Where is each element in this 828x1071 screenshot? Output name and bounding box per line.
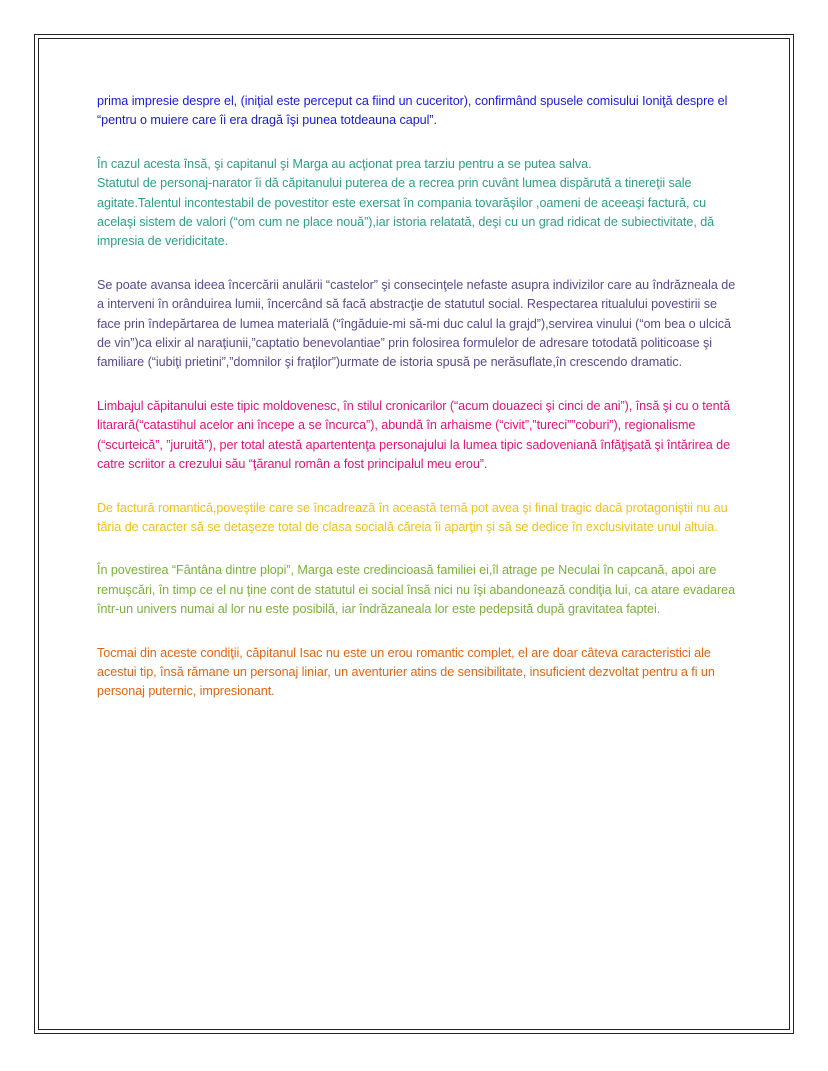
paragraph-romantic-stories: De factură romantică,poveştile care se încadrează în această temă pot avea şi final tragic dacă protagoniştii nu au tăria de caracter să se detaşeze total de clasa socială căreia îi aparţin şi să se dedice în exclusivitate unul altuia. (97, 500, 728, 534)
paragraph-castes-ritual: Se poate avansa ideea încercării anulării “castelor” şi consecinţele nefaste asupra indivizilor care au îndrăzneala de a interveni în orânduirea lumii, încercând să facă abstracţie de statutul social. Respectarea ritualului povestirii se face prin îndepărtarea de lumea materială (“îngăduie-mi să-mi duc calul la grajd”),servirea vinului (“om bea o ulcică de vin”)ca elixir al naraţiunii,”captatio benevolantiae” prin folosirea formulelor de adresare totodată politicoase şi familiare (“iubiţi prietini”,”domnilor şi fraţilor”)urmate de istoria spusă pe nerăsuflate,în crescendo dramatic. (97, 277, 736, 370)
paragraph-language: Limbajul căpitanului este tipic moldovenesc, în stilul cronicarilor (“acum douazeci şi cinci de ani”), însă şi cu o tentă litarară(“catastihul acelor ani începe a se încurca”), abundă în arhaisme (“civit”,”tureci””coburi”), regionalisme (“scurteică”, ”juruită”), per total atestă apartentenţa personajului la lumea tipic sadoveniană înfăţişată şi întărirea de catre scriitor a crezului său “ţăranul român a fost principalul meu erou”. (97, 398, 731, 472)
document-body (97, 92, 739, 702)
paragraph-fantana-dintre-plopi: În povestirea “Fântâna dintre plopi”, Marga este credincioasă familiei ei,îl atrage pe Neculai în capcană, apoi are remuşcări, în timp ce el nu ţine cont de statutul ei social însă nici nu îşi abandonează condiţia lui, ca atare evadarea într-un univers numai al lor nu este posibilă, iar îndrăzaneala lor este pedepsită după gravitatea faptei. (97, 563, 736, 617)
paragraph-narrator-status: În cazul acesta însă, şi capitanul şi Marga au acţionat prea tarziu pentru a se putea salva. Statutul de personaj-narator îi dă căpitanului puterea de a recrea prin cuvânt lumea dispărută a tinereţii sale agitate.Talentul incontestabil de povestitor este exersat în compania tovarăşilor ,oameni de aceeaşi factură, cu acelaşi sistem de valori (“om cum ne place nouă”),iar istoria relatată, deşi cu un grad ridicat de subiectivitate, dă impresia de veridicitate. (97, 156, 715, 249)
paragraph-conclusion: Tocmai din aceste condiţii, căpitanul Isac nu este un erou romantic complet, el are doar câteva caracteristici ale acestui tip, însă rămane un personaj liniar, un aventurier atins de sensibilitate, insuficient dezvoltat pentru a fi un personaj puternic, impresionant. (97, 645, 715, 699)
paragraph-first-impression: prima impresie despre el, (iniţial este perceput ca fiind un cuceritor), confirmând spusele comisului Ioniţă despre el “pentru o muiere care îi era dragă îşi punea totdeauna capul”. (97, 94, 728, 128)
